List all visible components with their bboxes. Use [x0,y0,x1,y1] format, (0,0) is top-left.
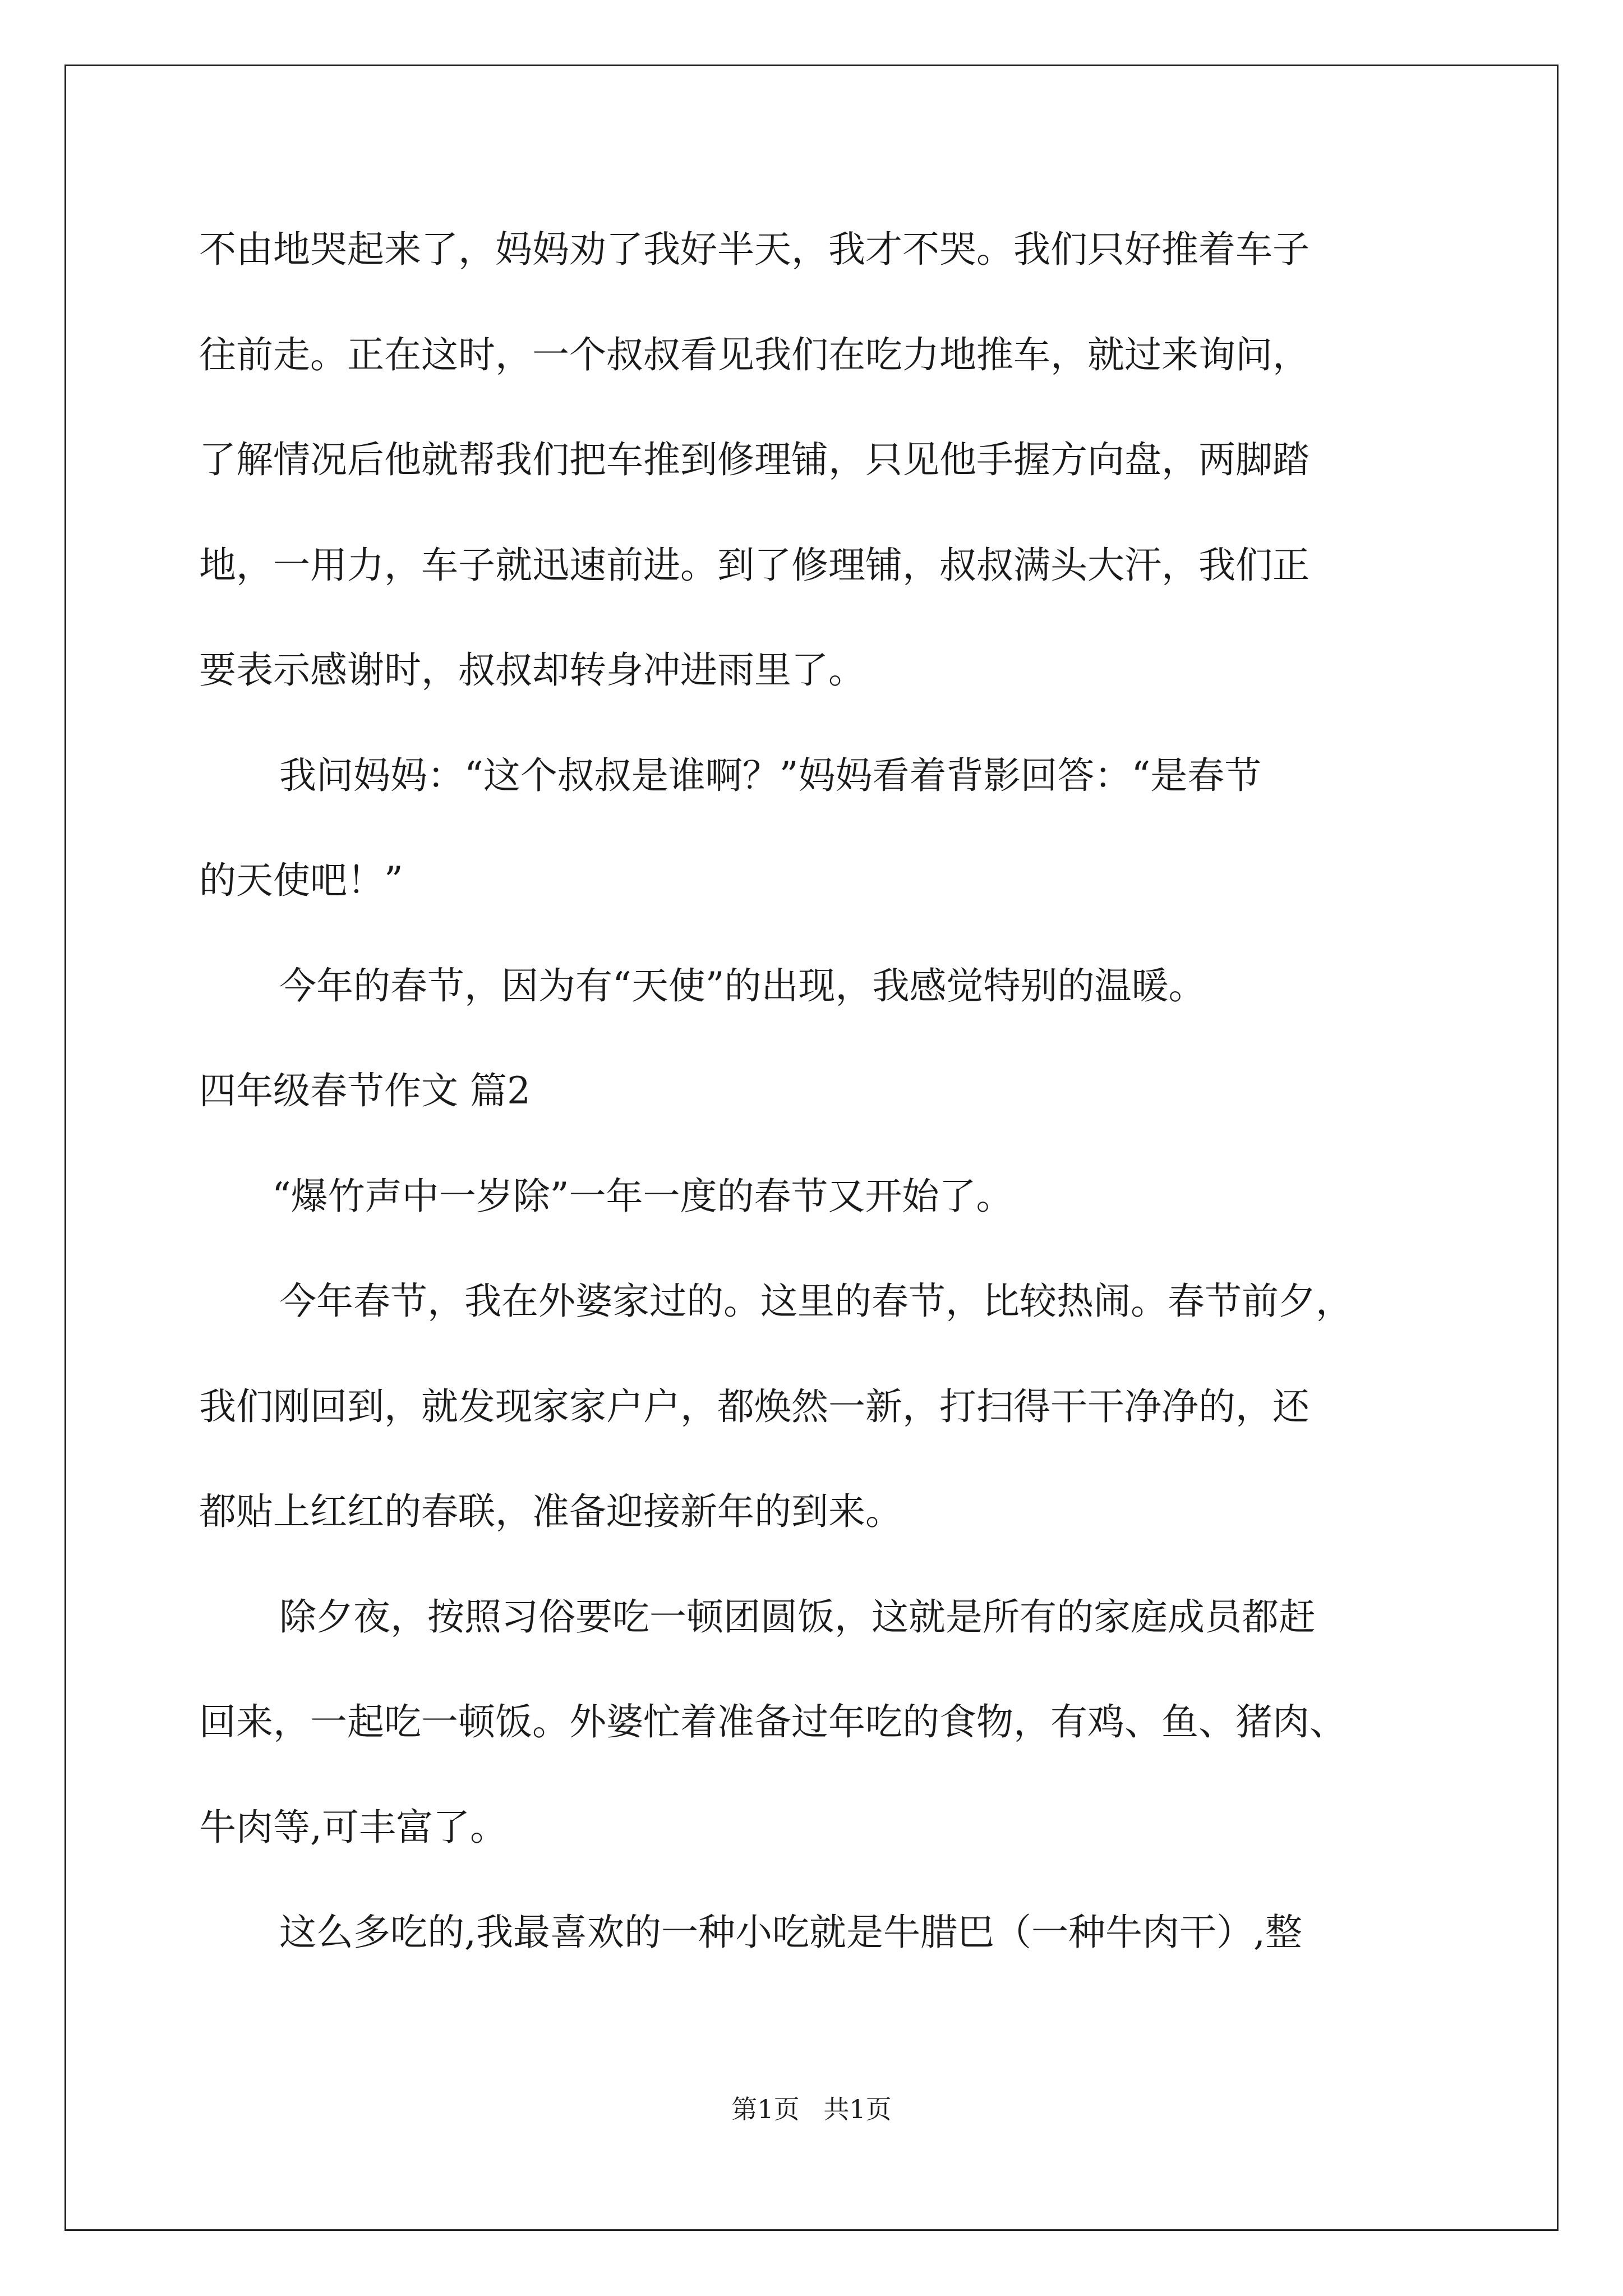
text-line: 要表示感谢时，叔叔却转身冲进雨里了。 [199,648,865,692]
paragraph-start: 今年的春节，因为有“天使”的出现，我感觉特别的温暖。 [279,964,1206,1007]
text-line: 回来，一起吃一顿饭。外婆忙着准备过年吃的食物，有鸡、鱼、猪肉、 [199,1700,1347,1743]
paragraph-start: 我问妈妈：“这个叔叔是谁啊？”妈妈看着背影回答：“是春节 [279,754,1262,797]
section-heading: 四年级春节作文 篇2 [199,1069,531,1112]
text-line: 往前走。正在这时，一个叔叔看见我们在吃力地推车，就过来询问， [199,333,1310,376]
page-footer [0,2092,1623,2126]
text-line: 的天使吧！” [199,859,403,902]
text-line: 都贴上红红的春联，准备迎接新年的到来。 [199,1490,902,1533]
paragraph-start: 除夕夜，按照习俗要吃一顿团圆饭，这就是所有的家庭成员都赶 [279,1595,1316,1639]
text-line: 我们刚回到，就发现家家户户，都焕然一新，打扫得干干净净的，还 [199,1385,1310,1428]
page-number: 第1页 [731,2094,800,2124]
text-line: 地，一用力，车子就迅速前进。到了修理铺，叔叔满头大汗，我们正 [199,544,1310,587]
paragraph-start: “爆竹声中一岁除”一年一度的春节又开始了。 [272,1175,1013,1218]
text-line: 了解情况后他就帮我们把车推到修理铺，只见他手握方向盘，两脚踏 [199,438,1310,481]
page-border [64,65,1559,2231]
paragraph-start: 今年春节，我在外婆家过的。这里的春节，比较热闹。春节前夕， [279,1280,1353,1323]
text-line: 牛肉等,可丰富了。 [199,1806,507,1849]
paragraph-start: 这么多吃的,我最喜欢的一种小吃就是牛腊巴（一种牛肉干）,整 [279,1911,1302,1954]
text-line: 不由地哭起来了，妈妈劝了我好半天，我才不哭。我们只好推着车子 [199,228,1310,271]
page-total: 共1页 [823,2094,892,2124]
